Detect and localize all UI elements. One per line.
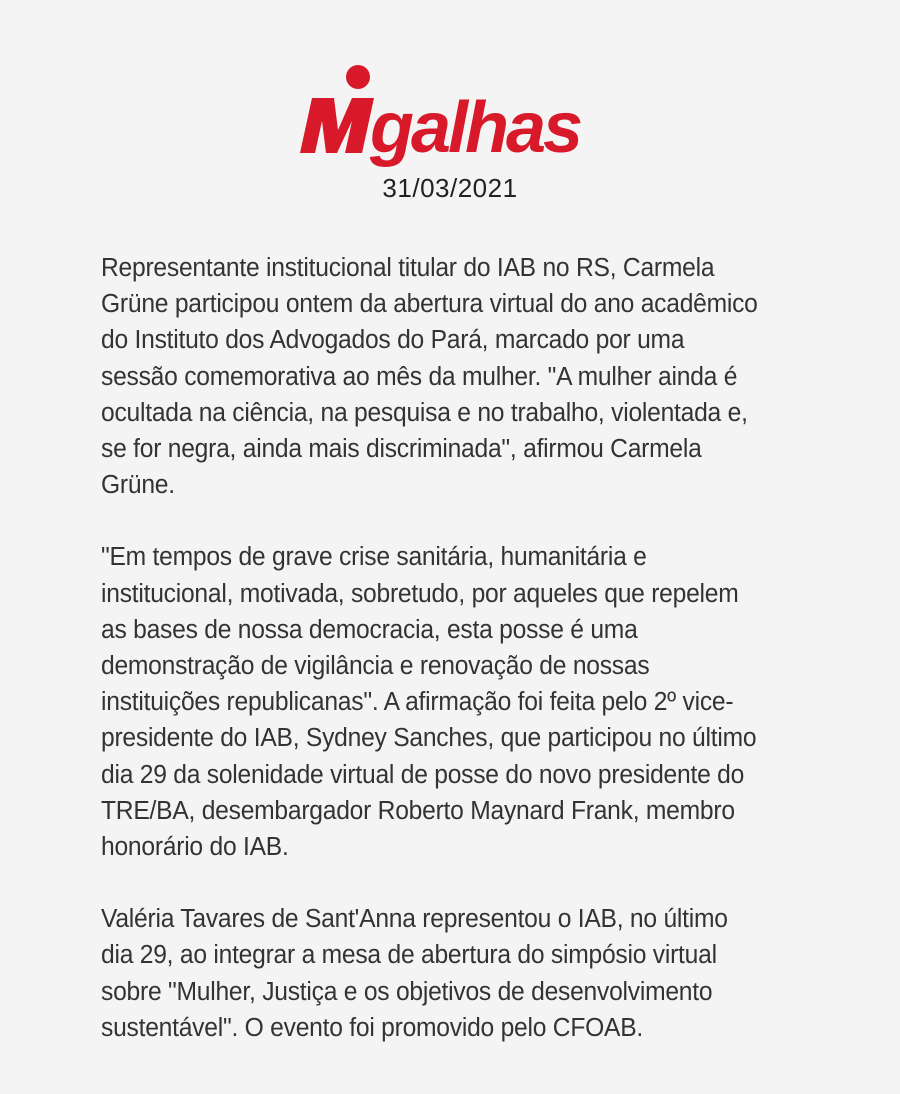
article-paragraph: Representante institucional titular do IAB no RS, Carmela Grüne participou ontem da abertura virtual do ano acadêmico do Instituto dos Advogados do Pará, marcado por uma sessão comemorativa ao mês da mulher. "A mulher ainda é ocultada na ciência, na pesquisa e no trabalho, violentada e, se for negra, ainda mais discriminada", afirmou Carmela Grüne. [101, 252, 758, 500]
article-paragraph: "Em tempos de grave crise sanitária, humanitária e institucional, motivada, sobretudo, por aqueles que repelem as bases de nossa democracia, esta posse é uma demonstração de vigilância e renovação de nossas instituições republicanas". A afirmação foi feita pelo 2º vice-presidente do IAB, Sydney Sanches, que participou no último dia 29 da solenidade virtual de posse do novo presidente do TRE/BA, desembargador Roberto Maynard Frank, membro honorário do IAB. [101, 541, 757, 862]
migalhas-logo-icon [290, 62, 610, 172]
svg-text:galhas: galhas [370, 88, 581, 168]
logo [0, 62, 900, 174]
article-paragraph: Valéria Tavares de Sant'Anna representou o IAB, no último dia 29, ao integrar a mesa de abertura do simpósio virtual sobre "Mulher, Justiça e os objetivos de desenvolvimento sustentável". O evento foi promovido pelo CFOAB. [101, 903, 728, 1042]
article-body [101, 249, 764, 1081]
publication-date: 31/03/2021 [382, 173, 518, 203]
